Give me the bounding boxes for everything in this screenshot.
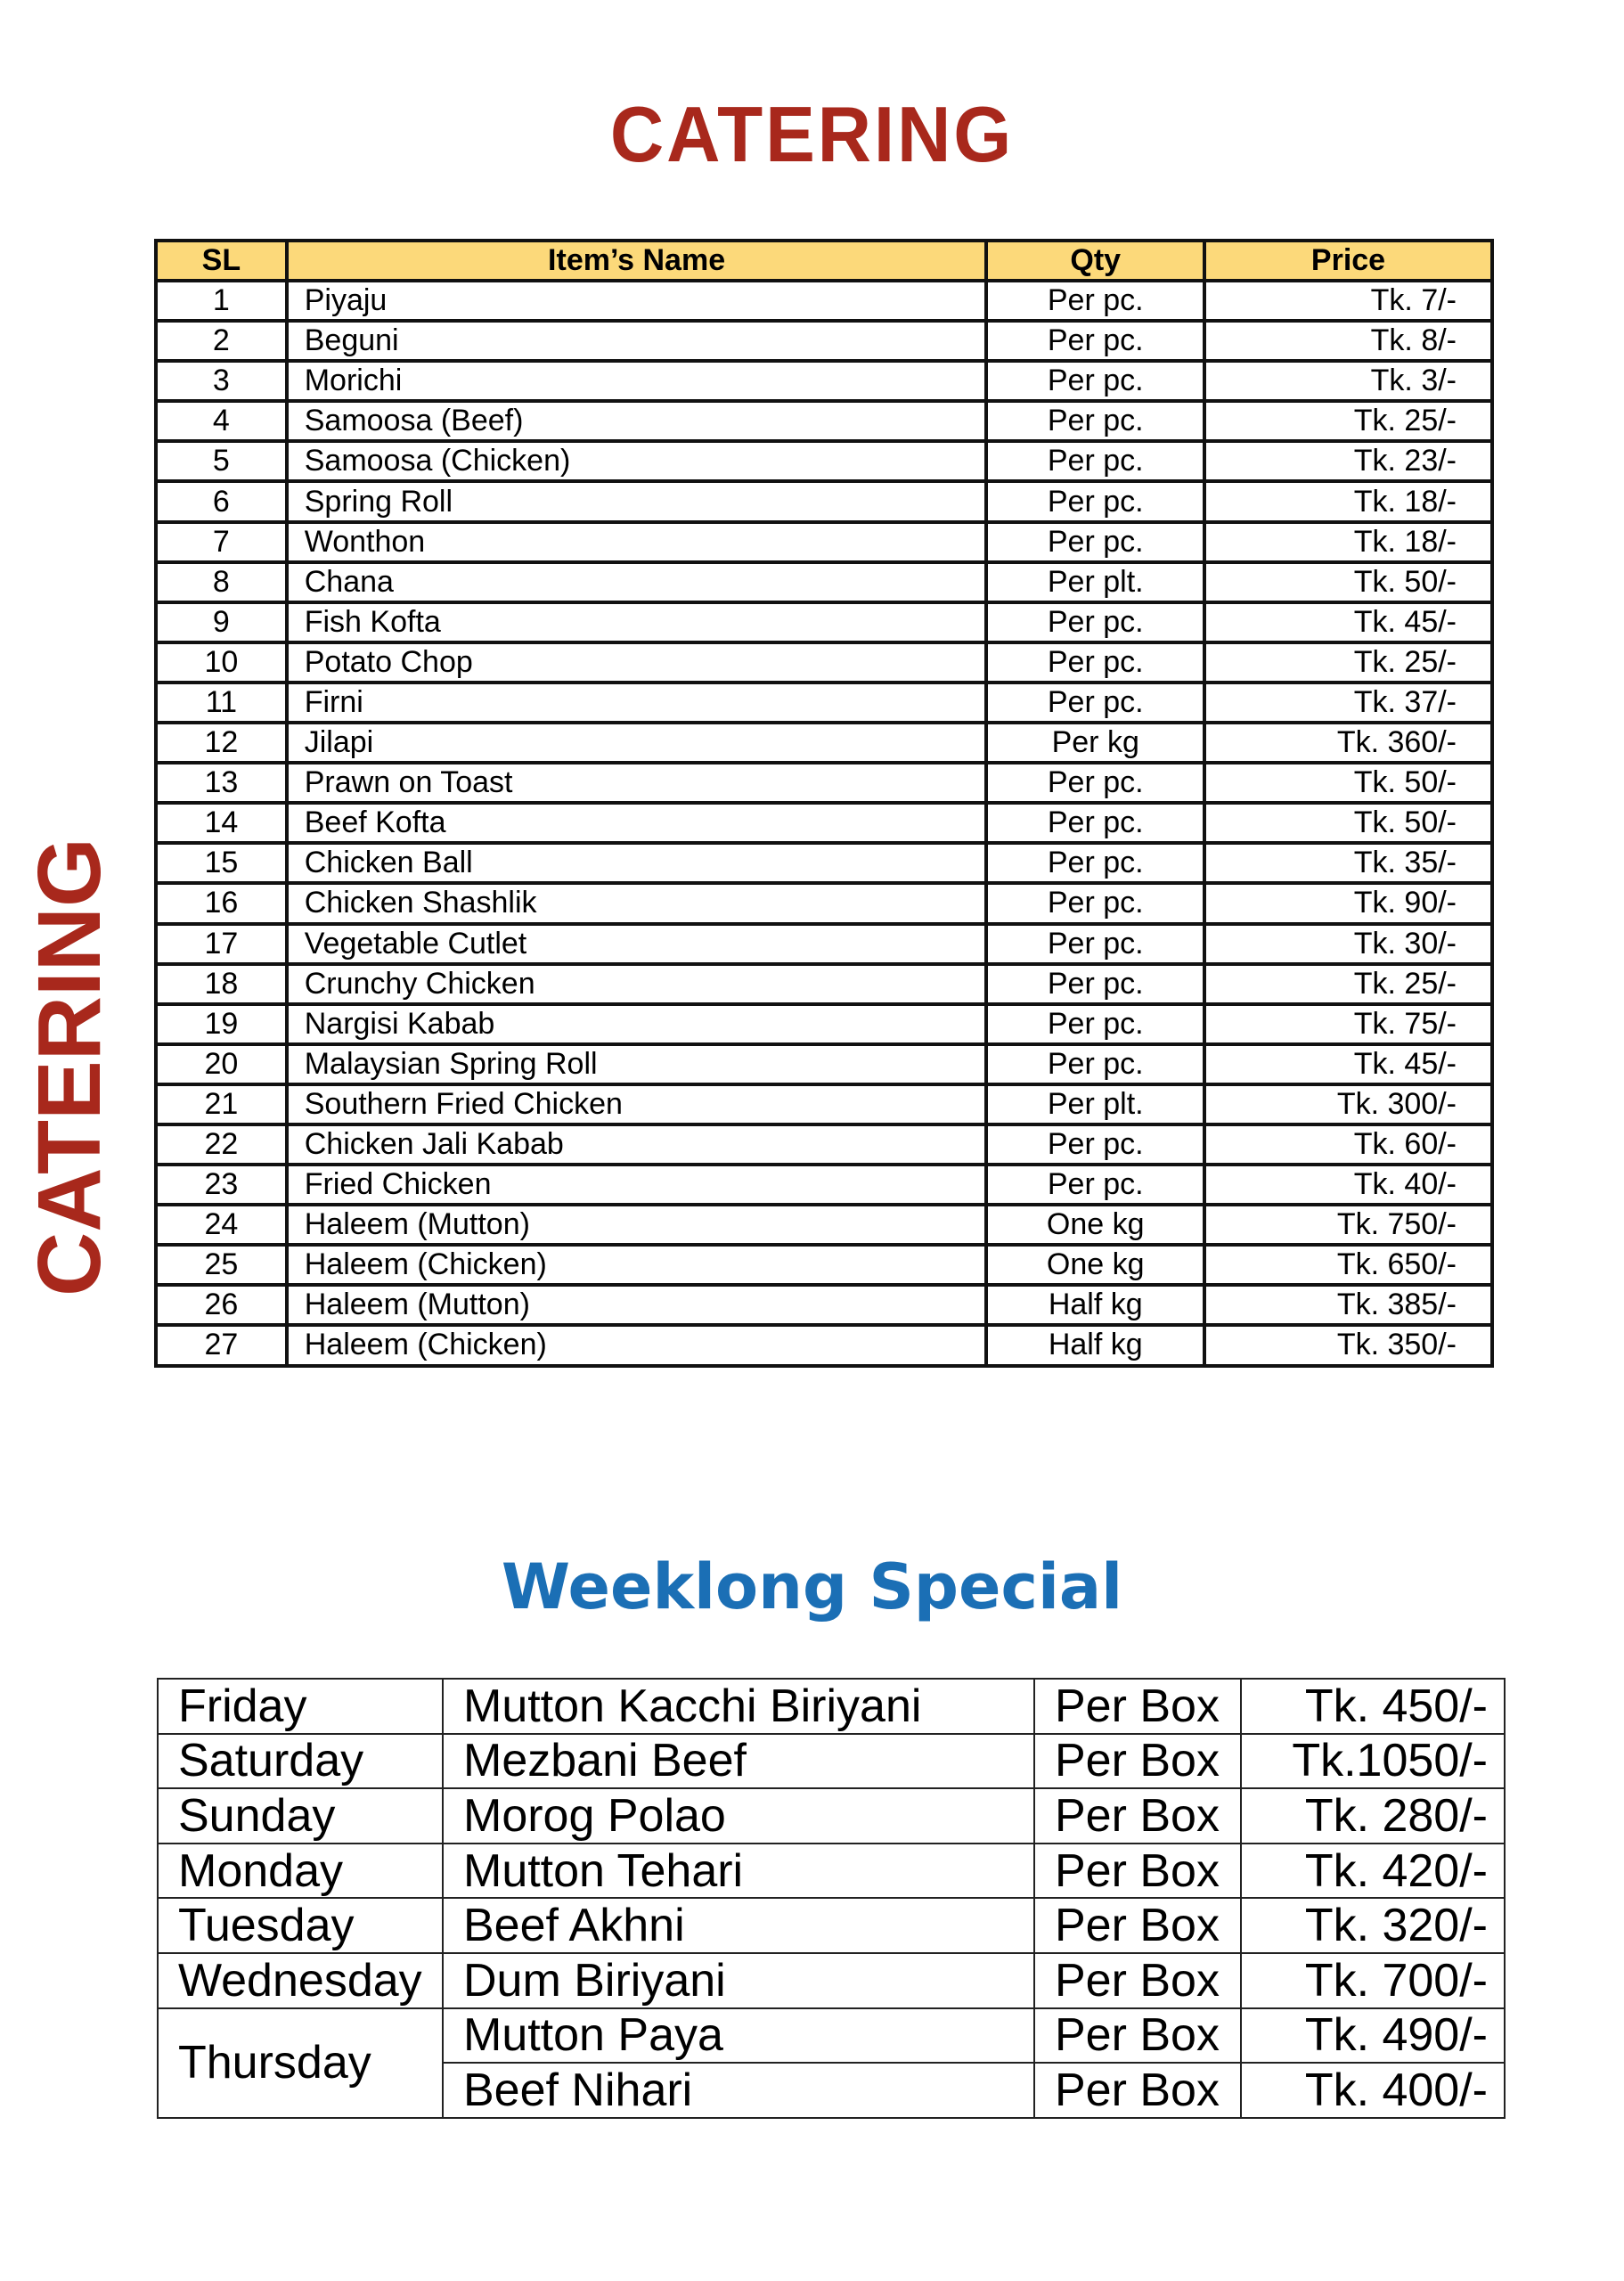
row-price: Tk. 50/- xyxy=(1204,562,1492,602)
row-qty: Per Box xyxy=(1034,1898,1241,1953)
row-price: Tk. 50/- xyxy=(1204,763,1492,803)
row-price: Tk. 45/- xyxy=(1204,602,1492,642)
table-row xyxy=(156,1004,1492,1044)
row-day: Saturday xyxy=(158,1734,443,1789)
row-item-name: Malaysian Spring Roll xyxy=(287,1044,987,1084)
weeklong-body xyxy=(158,1679,1505,2118)
row-item-name: Firni xyxy=(287,683,987,723)
row-price: Tk. 18/- xyxy=(1204,522,1492,562)
row-sl: 27 xyxy=(156,1325,287,1365)
table-row xyxy=(156,441,1492,481)
row-qty: Per pc. xyxy=(986,843,1204,883)
row-qty: One kg xyxy=(986,1245,1204,1285)
row-sl: 16 xyxy=(156,883,287,923)
row-price: Tk. 23/- xyxy=(1204,441,1492,481)
row-qty: Per Box xyxy=(1034,1788,1241,1844)
header-price: Price xyxy=(1204,241,1492,281)
row-sl: 9 xyxy=(156,602,287,642)
row-qty: Per pc. xyxy=(986,763,1204,803)
row-item-name: Nargisi Kabab xyxy=(287,1004,987,1044)
row-dish: Mezbani Beef xyxy=(443,1734,1034,1789)
table-row xyxy=(156,321,1492,361)
row-qty: Per pc. xyxy=(986,1044,1204,1084)
row-qty: Per Box xyxy=(1034,1679,1241,1734)
row-item-name: Jilapi xyxy=(287,723,987,763)
row-sl: 21 xyxy=(156,1084,287,1124)
row-qty: Per pc. xyxy=(986,924,1204,964)
row-item-name: Chicken Ball xyxy=(287,843,987,883)
row-day: Monday xyxy=(158,1844,443,1899)
row-item-name: Haleem (Mutton) xyxy=(287,1285,987,1325)
table-row xyxy=(156,481,1492,521)
row-qty: Per pc. xyxy=(986,522,1204,562)
row-item-name: Beef Kofta xyxy=(287,803,987,843)
weeklong-title: Weeklong Special xyxy=(501,1550,1123,1623)
row-item-name: Chicken Jali Kabab xyxy=(287,1124,987,1165)
row-qty: Per pc. xyxy=(986,683,1204,723)
header-qty: Qty xyxy=(986,241,1204,281)
row-day: Thursday xyxy=(158,2008,443,2118)
row-qty: Per pc. xyxy=(986,401,1204,441)
table-row xyxy=(156,361,1492,401)
row-sl: 23 xyxy=(156,1165,287,1205)
row-price: Tk. 650/- xyxy=(1204,1245,1492,1285)
row-sl: 13 xyxy=(156,763,287,803)
row-qty: Per pc. xyxy=(986,642,1204,683)
table-row xyxy=(156,723,1492,763)
row-sl: 14 xyxy=(156,803,287,843)
row-dish: Mutton Tehari xyxy=(443,1844,1034,1899)
row-price: Tk. 75/- xyxy=(1204,1004,1492,1044)
table-row xyxy=(156,803,1492,843)
row-price: Tk. 450/- xyxy=(1241,1679,1505,1734)
row-price: Tk. 90/- xyxy=(1204,883,1492,923)
table-row xyxy=(156,1245,1492,1285)
row-dish: Mutton Paya xyxy=(443,2008,1034,2064)
row-qty: Per Box xyxy=(1034,1844,1241,1899)
row-price: Tk. 18/- xyxy=(1204,481,1492,521)
row-price: Tk. 3/- xyxy=(1204,361,1492,401)
row-price: Tk. 350/- xyxy=(1204,1325,1492,1365)
row-price: Tk. 7/- xyxy=(1204,281,1492,321)
table-row xyxy=(158,1679,1505,1734)
row-qty: Per pc. xyxy=(986,321,1204,361)
table-row xyxy=(156,1084,1492,1124)
table-row xyxy=(156,522,1492,562)
row-item-name: Chicken Shashlik xyxy=(287,883,987,923)
row-price: Tk. 750/- xyxy=(1204,1205,1492,1245)
row-sl: 4 xyxy=(156,401,287,441)
row-qty: Per kg xyxy=(986,723,1204,763)
table-row xyxy=(158,1844,1505,1899)
table-row xyxy=(156,562,1492,602)
row-qty: Half kg xyxy=(986,1325,1204,1365)
row-sl: 26 xyxy=(156,1285,287,1325)
row-qty: Half kg xyxy=(986,1285,1204,1325)
row-price: Tk. 490/- xyxy=(1241,2008,1505,2064)
row-day: Friday xyxy=(158,1679,443,1734)
row-item-name: Potato Chop xyxy=(287,642,987,683)
row-item-name: Samoosa (Beef) xyxy=(287,401,987,441)
row-sl: 11 xyxy=(156,683,287,723)
row-sl: 12 xyxy=(156,723,287,763)
row-sl: 19 xyxy=(156,1004,287,1044)
row-price: Tk. 35/- xyxy=(1204,843,1492,883)
row-qty: One kg xyxy=(986,1205,1204,1245)
row-qty: Per pc. xyxy=(986,481,1204,521)
row-qty: Per pc. xyxy=(986,1004,1204,1044)
row-price: Tk. 385/- xyxy=(1204,1285,1492,1325)
row-price: Tk. 400/- xyxy=(1241,2063,1505,2118)
table-row xyxy=(156,1124,1492,1165)
row-price: Tk. 30/- xyxy=(1204,924,1492,964)
row-dish: Beef Akhni xyxy=(443,1898,1034,1953)
row-price: Tk. 25/- xyxy=(1204,642,1492,683)
table-row xyxy=(158,1788,1505,1844)
row-item-name: Wonthon xyxy=(287,522,987,562)
row-price: Tk.1050/- xyxy=(1241,1734,1505,1789)
row-item-name: Samoosa (Chicken) xyxy=(287,441,987,481)
row-price: Tk. 50/- xyxy=(1204,803,1492,843)
table-row xyxy=(156,602,1492,642)
row-dish: Morog Polao xyxy=(443,1788,1034,1844)
table-row xyxy=(158,1734,1505,1789)
row-qty: Per Box xyxy=(1034,2008,1241,2064)
weeklong-table xyxy=(157,1678,1506,2119)
row-item-name: Haleem (Chicken) xyxy=(287,1245,987,1285)
row-sl: 24 xyxy=(156,1205,287,1245)
table-row xyxy=(156,401,1492,441)
table-row xyxy=(156,1165,1492,1205)
row-sl: 1 xyxy=(156,281,287,321)
table-row xyxy=(156,1205,1492,1245)
catering-table xyxy=(154,239,1494,1368)
table-row xyxy=(156,883,1492,923)
row-dish: Beef Nihari xyxy=(443,2063,1034,2118)
row-item-name: Chana xyxy=(287,562,987,602)
row-qty: Per pc. xyxy=(986,1124,1204,1165)
row-item-name: Piyaju xyxy=(287,281,987,321)
row-item-name: Haleem (Mutton) xyxy=(287,1205,987,1245)
row-qty: Per Box xyxy=(1034,1734,1241,1789)
row-price: Tk. 360/- xyxy=(1204,723,1492,763)
row-item-name: Southern Fried Chicken xyxy=(287,1084,987,1124)
row-item-name: Prawn on Toast xyxy=(287,763,987,803)
row-sl: 10 xyxy=(156,642,287,683)
row-qty: Per pc. xyxy=(986,1165,1204,1205)
row-qty: Per pc. xyxy=(986,281,1204,321)
table-row xyxy=(158,2008,1505,2064)
table-row xyxy=(158,1953,1505,2008)
row-qty: Per pc. xyxy=(986,883,1204,923)
page-title: CATERING xyxy=(609,90,1015,178)
table-row xyxy=(156,1285,1492,1325)
row-item-name: Spring Roll xyxy=(287,481,987,521)
row-price: Tk. 320/- xyxy=(1241,1898,1505,1953)
row-qty: Per plt. xyxy=(986,1084,1204,1124)
row-price: Tk. 45/- xyxy=(1204,1044,1492,1084)
row-sl: 2 xyxy=(156,321,287,361)
row-qty: Per pc. xyxy=(986,602,1204,642)
row-price: Tk. 420/- xyxy=(1241,1844,1505,1899)
row-qty: Per pc. xyxy=(986,361,1204,401)
row-sl: 25 xyxy=(156,1245,287,1285)
row-qty: Per pc. xyxy=(986,964,1204,1004)
header-item-name: Item’s Name xyxy=(287,241,987,281)
row-sl: 17 xyxy=(156,924,287,964)
header-sl: SL xyxy=(156,241,287,281)
row-day: Tuesday xyxy=(158,1898,443,1953)
table-row xyxy=(156,1325,1492,1365)
row-sl: 22 xyxy=(156,1124,287,1165)
table-row xyxy=(156,642,1492,683)
row-sl: 7 xyxy=(156,522,287,562)
row-price: Tk. 40/- xyxy=(1204,1165,1492,1205)
row-sl: 5 xyxy=(156,441,287,481)
row-price: Tk. 8/- xyxy=(1204,321,1492,361)
side-title: CATERING xyxy=(20,838,119,1296)
row-day: Wednesday xyxy=(158,1953,443,2008)
row-item-name: Fried Chicken xyxy=(287,1165,987,1205)
row-sl: 3 xyxy=(156,361,287,401)
table-row xyxy=(156,763,1492,803)
table-row xyxy=(156,924,1492,964)
row-item-name: Crunchy Chicken xyxy=(287,964,987,1004)
table-row xyxy=(156,683,1492,723)
row-qty: Per Box xyxy=(1034,2063,1241,2118)
row-item-name: Beguni xyxy=(287,321,987,361)
row-qty: Per pc. xyxy=(986,803,1204,843)
row-qty: Per pc. xyxy=(986,441,1204,481)
row-sl: 15 xyxy=(156,843,287,883)
row-sl: 8 xyxy=(156,562,287,602)
row-day: Sunday xyxy=(158,1788,443,1844)
table-row xyxy=(158,1898,1505,1953)
row-sl: 18 xyxy=(156,964,287,1004)
row-item-name: Morichi xyxy=(287,361,987,401)
row-sl: 20 xyxy=(156,1044,287,1084)
row-item-name: Vegetable Cutlet xyxy=(287,924,987,964)
row-price: Tk. 300/- xyxy=(1204,1084,1492,1124)
row-item-name: Haleem (Chicken) xyxy=(287,1325,987,1365)
row-qty: Per plt. xyxy=(986,562,1204,602)
row-sl: 6 xyxy=(156,481,287,521)
row-item-name: Fish Kofta xyxy=(287,602,987,642)
table-row xyxy=(156,281,1492,321)
table-row xyxy=(156,964,1492,1004)
row-price: Tk. 700/- xyxy=(1241,1953,1505,2008)
table-row xyxy=(156,1044,1492,1084)
row-qty: Per Box xyxy=(1034,1953,1241,2008)
catering-header-row xyxy=(156,241,1492,281)
row-dish: Dum Biriyani xyxy=(443,1953,1034,2008)
row-price: Tk. 37/- xyxy=(1204,683,1492,723)
table-row xyxy=(156,843,1492,883)
row-price: Tk. 60/- xyxy=(1204,1124,1492,1165)
row-dish: Mutton Kacchi Biriyani xyxy=(443,1679,1034,1734)
row-price: Tk. 25/- xyxy=(1204,401,1492,441)
row-price: Tk. 280/- xyxy=(1241,1788,1505,1844)
catering-body xyxy=(156,281,1492,1366)
row-price: Tk. 25/- xyxy=(1204,964,1492,1004)
